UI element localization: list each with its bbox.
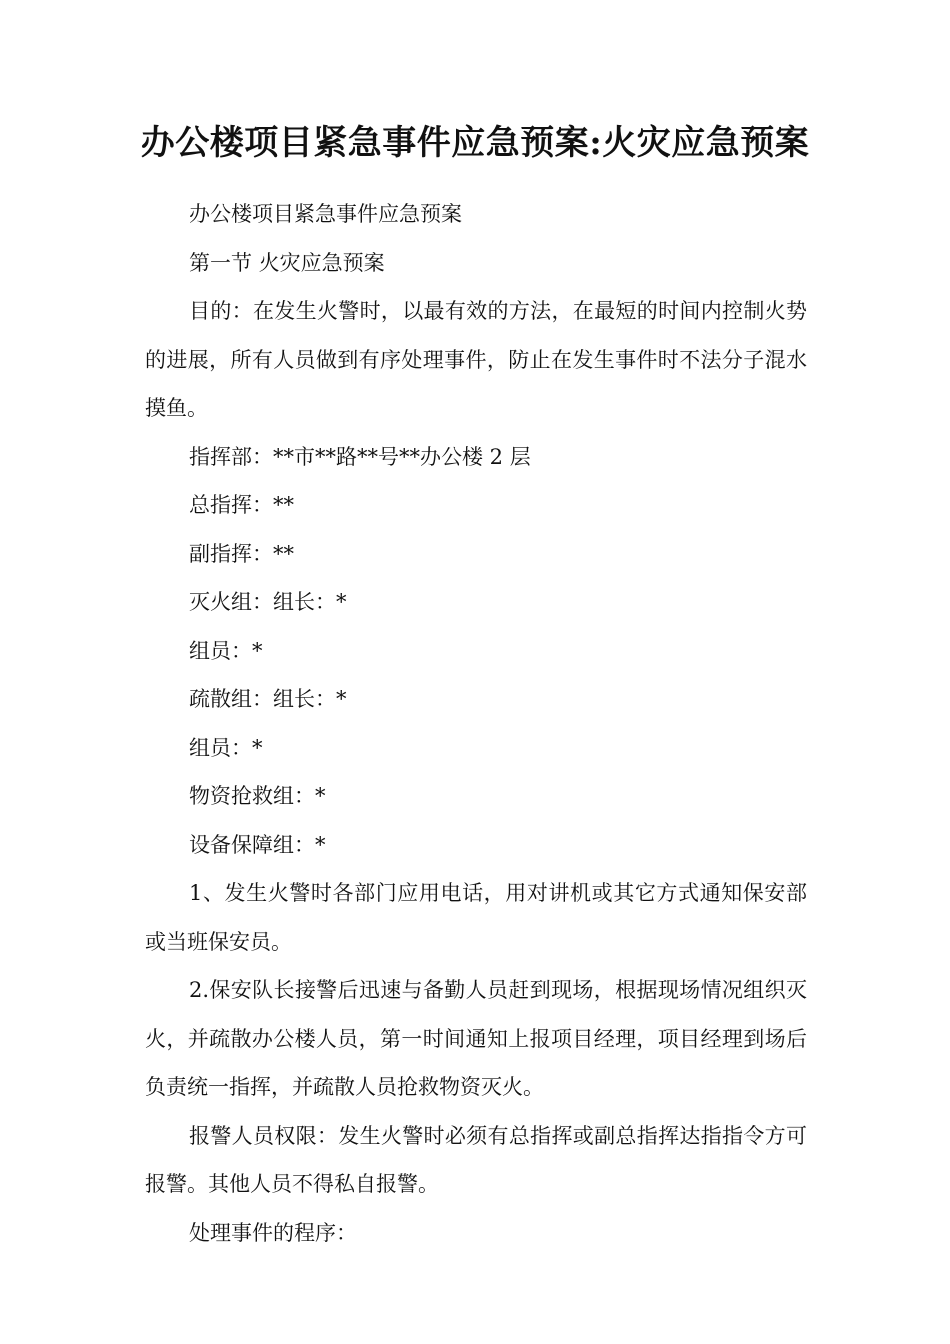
document-body	[145, 190, 807, 1257]
paragraph-deputy-commander: 副指挥：**	[189, 541, 294, 566]
paragraph-section-heading: 第一节 火灾应急预案	[189, 250, 385, 275]
paragraph-firefighting-members: 组员：*	[189, 638, 263, 663]
paragraph-procedure-heading: 处理事件的程序：	[189, 1220, 357, 1245]
document-title: 办公楼项目紧急事件应急预案:火灾应急预案	[140, 123, 810, 163]
paragraph-step-1: 1、发生火警时各部门应用电话，用对讲机或其它方式通知保安部或当班保安员。	[145, 881, 807, 954]
paragraph-rescue-team: 物资抢救组：*	[189, 784, 326, 808]
paragraph-step-2: 2.保安队长接警后迅速与备勤人员赶到现场，根据现场情况组织灭火，并疏散办公楼人员，第一时间通知上报项目经理，项目经理到场后负责统一指挥，并疏散人员抢救物资灭火。	[145, 978, 807, 1099]
paragraph-headquarters: 指挥部：**市**路**号**办公楼 2 层	[189, 444, 531, 469]
paragraph-purpose: 目的：在发生火警时，以最有效的方法，在最短的时间内控制火势的进展，所有人员做到有序处理事件，防止在发生事件时不法分子混水摸鱼。	[145, 299, 807, 420]
paragraph-subtitle: 办公楼项目紧急事件应急预案	[189, 202, 462, 226]
paragraph-equipment-team: 设备保障组：*	[189, 832, 326, 857]
paragraph-evacuation-members: 组员：*	[189, 735, 263, 760]
paragraph-commander: 总指挥：**	[189, 493, 294, 517]
paragraph-evacuation-team: 疏散组：组长：*	[189, 687, 347, 711]
paragraph-firefighting-team: 灭火组：组长：*	[189, 590, 347, 614]
paragraph-alarm-authority: 报警人员权限：发生火警时必须有总指挥或副总指挥达指指令方可报警。其他人员不得私自报警。	[145, 1123, 807, 1196]
